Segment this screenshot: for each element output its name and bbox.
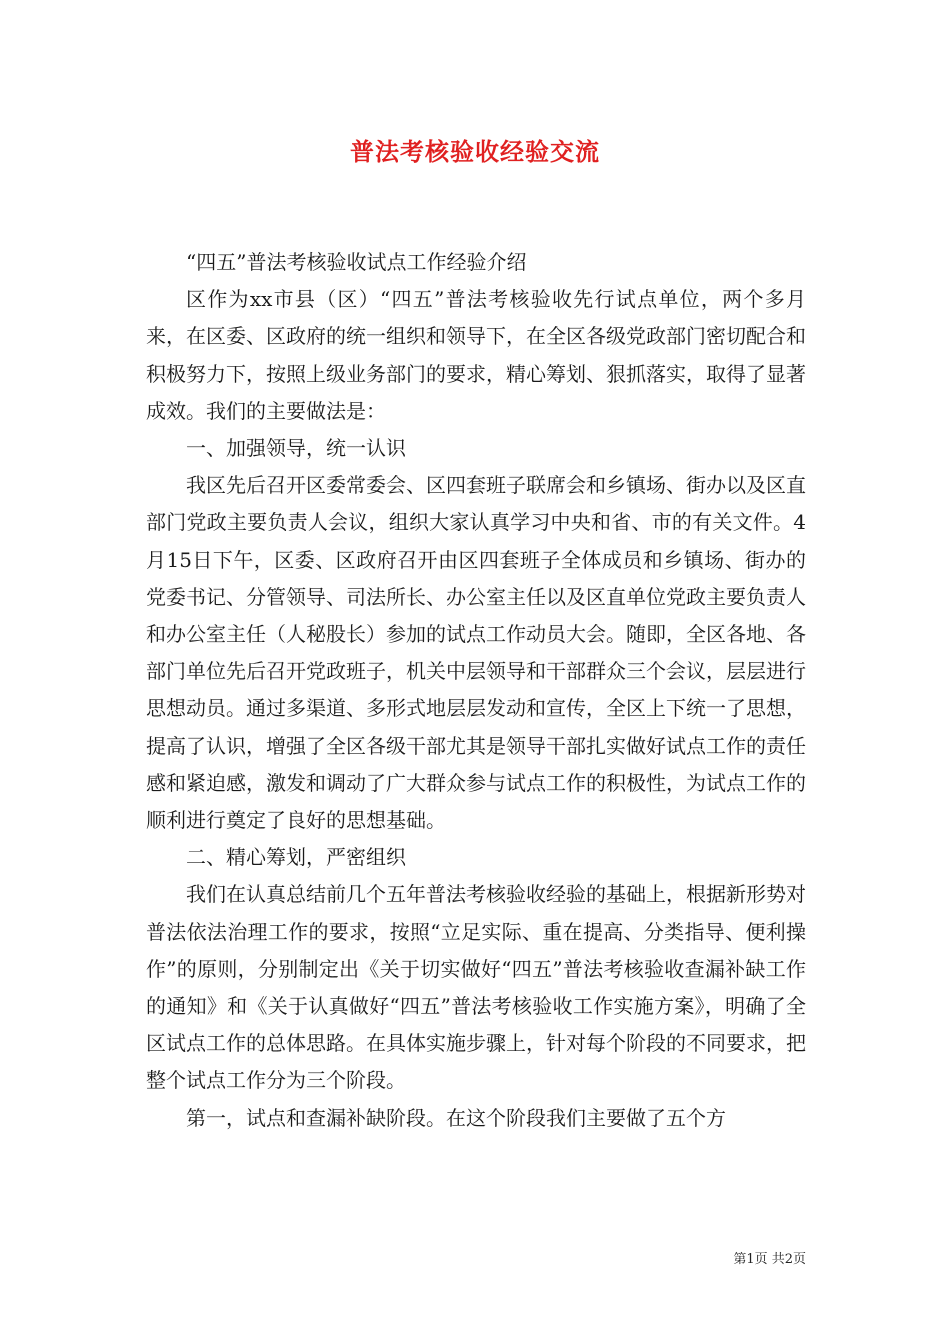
paragraph-intro: 区作为xx市县（区）“四五”普法考核验收先行试点单位，两个多月来，在区委、区政府的统一组织和领导下，在全区各级党政部门密切配合和积极努力下，按照上级业务部门的要求，精心筹划、狠抓落实，取得了显著成效。我们的主要做法是： <box>146 287 806 423</box>
paragraph-section-2: 我们在认真总结前几个五年普法考核验收经验的基础上，根据新形势对普法依法治理工作的要求，按照“立足实际、重在提高、分类指导、便利操作”的原则，分别制定出《关于切实做好“四五”普法考核验收查漏补缺工作的通知》和《关于认真做好“四五”普法考核验收工作实施方案》，明确了全区试点工作的总体思路。在具体实施步骤上，针对每个阶段的不同要求，把整个试点工作分为三个阶段。 <box>146 882 806 1093</box>
paragraph-section-1: 我区先后召开区委常委会、区四套班子联席会和乡镇场、街办以及区直部门党政主要负责人会议，组织大家认真学习中央和省、市的有关文件。4月15日下午，区委、区政府召开由区四套班子全体成员和乡镇场、街办的党委书记、分管领导、司法所长、办公室主任以及区直单位党政主要负责人和办公室主任（人秘股长）参加的试点工作动员大会。随即，全区各地、各部门单位先后召开党政班子，机关中层领导和干部群众三个会议，层层进行思想动员。通过多渠道、多形式地层层发动和宣传，全区上下统一了思想，提高了认识，增强了全区各级干部尤其是领导干部扎实做好试点工作的责任感和紧迫感，激发和调动了广大群众参与试点工作的积极性，为试点工作的顺利进行奠定了良好的思想基础。 <box>146 473 806 833</box>
page-number: 第1页 共2页 <box>733 1252 806 1267</box>
document-body <box>146 244 806 1137</box>
section-heading-1: 一、加强领导，统一认识 <box>186 436 406 461</box>
paragraph-subtitle: “四五”普法考核验收试点工作经验介绍 <box>186 250 527 274</box>
paragraph-stage-1: 第一，试点和查漏补缺阶段。在这个阶段我们主要做了五个方 <box>186 1105 726 1130</box>
document-title: 普法考核验收经验交流 <box>350 138 600 166</box>
section-heading-2: 二、精心筹划，严密组织 <box>186 845 406 870</box>
